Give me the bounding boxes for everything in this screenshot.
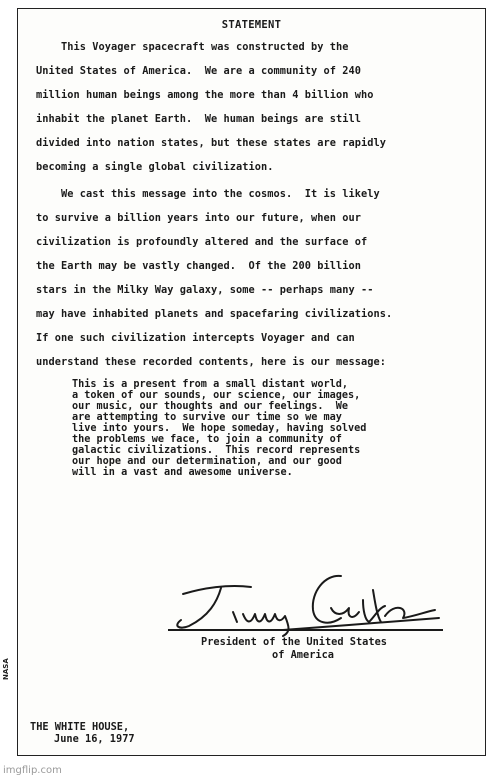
message-line: our music, our thoughts and our feelings. We [72,401,349,412]
paragraph-line: becoming a single global civilization. [36,161,274,173]
paragraph-line: divided into nation states, but these states are rapidly [36,137,386,149]
date-line: June 16, 1977 [54,733,135,745]
paragraph-line: This Voyager spacecraft was constructed by the [36,41,349,53]
statement-document [17,8,486,756]
paragraph-line: may have inhabited planets and spacefaring civilizations. [36,308,393,320]
watermark-text: imgflip.com [3,765,62,776]
paragraph-line: We cast this message into the cosmos. It is likely [36,188,380,200]
paragraph-line: understand these recorded contents, here is our message: [36,356,386,368]
signer-title-line2: of America [272,649,334,661]
paragraph-line: If one such civilization intercepts Voyager and can [36,332,355,344]
nasa-credit: NASA [2,658,10,680]
paragraph-line: civilization is profoundly altered and the surface of [36,236,368,248]
message-line: galactic civilizations. This record represents [72,445,361,456]
document-title: STATEMENT [221,19,282,31]
paragraph-line: to survive a billion years into our future, when our [36,212,361,224]
handwritten-signature [163,572,443,642]
paragraph-line: stars in the Milky Way galaxy, some -- perhaps many -- [36,284,374,296]
message-line: This is a present from a small distant world, [72,379,349,390]
paragraph-line: inhabit the planet Earth. We human beings are still [36,113,361,125]
message-line: a token of our sounds, our science, our images, [72,390,361,401]
message-line: live into yours. We hope someday, having solved [72,423,367,434]
message-line: the problems we face, to join a community of [72,434,342,445]
signer-title-line1: President of the United States [201,636,387,648]
paragraph-line: the Earth may be vastly changed. Of the 200 billion [36,260,361,272]
place-line: THE WHITE HOUSE, [30,721,130,733]
paragraph-line: United States of America. We are a community of 240 [36,65,361,77]
message-line: our hope and our determination, and our good [72,456,342,467]
message-line: will in a vast and awesome universe. [72,467,293,478]
paragraph-line: million human beings among the more than 4 billion who [36,89,374,101]
message-line: are attempting to survive our time so we may [72,412,342,423]
signature-line [168,629,443,631]
